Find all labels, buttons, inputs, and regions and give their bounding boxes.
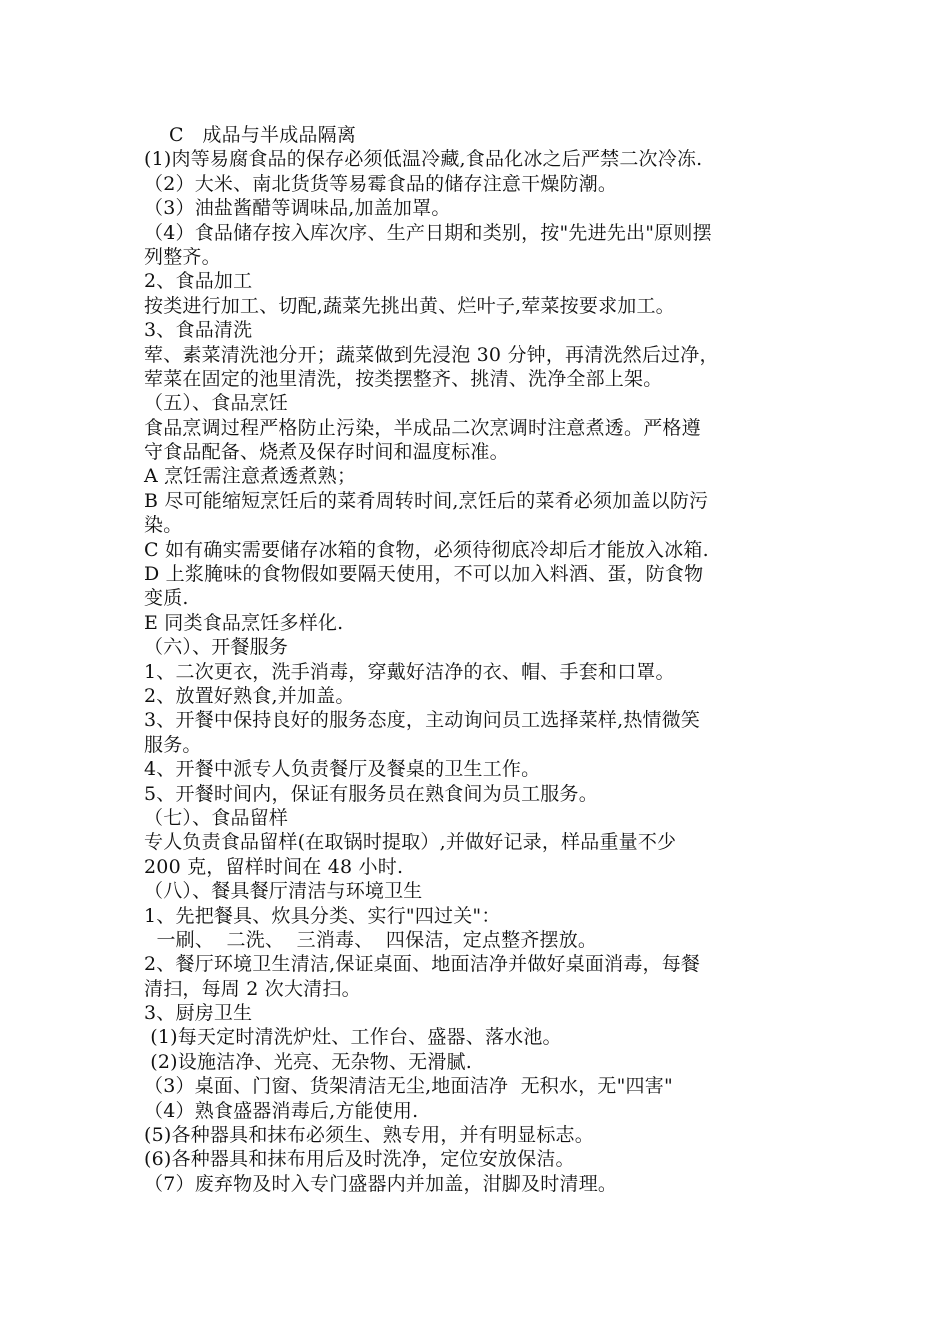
text-line: 4、开餐中派专人负责餐厅及餐桌的卫生工作。: [144, 758, 541, 781]
text-line: 食品烹调过程严格防止污染，半成品二次烹调时注意煮透。严格遵: [144, 416, 701, 439]
text-line: E 同类食品烹饪多样化.: [144, 611, 344, 634]
text-line: （六）、开餐服务: [144, 636, 289, 659]
text-line: 守食品配备、烧煮及保存时间和温度标准。: [144, 441, 509, 464]
text-line: （七）、食品留样: [144, 806, 289, 829]
text-line: 清扫，每周 2 次大清扫。: [144, 977, 361, 1000]
text-line: (1)肉等易腐食品的保存必须低温冷藏,食品化冰之后严禁二次冷冻.: [144, 148, 703, 171]
text-line: （4）食品储存按入库次序、生产日期和类别，按"先进先出"原则摆: [144, 221, 712, 244]
text-line: (5)各种器具和抹布必须生、熟专用，并有明显标志。: [144, 1124, 594, 1147]
text-line: 2、食品加工: [144, 270, 253, 293]
text-line: （八）、餐具餐厅清洁与环境卫生: [144, 880, 423, 903]
text-line: 1、先把餐具、炊具分类、实行"四过关"：: [144, 904, 501, 927]
text-line: 1、二次更衣，洗手消毒，穿戴好洁净的衣、帽、手套和口罩。: [144, 660, 675, 683]
text-line: 按类进行加工、切配,蔬菜先挑出黄、烂叶子,荤菜按要求加工。: [144, 294, 675, 317]
text-line: 染。: [144, 514, 183, 537]
text-line: C 成品与半成品隔离: [144, 124, 357, 146]
text-line: 变质.: [144, 587, 189, 610]
text-line: （五）、食品烹饪: [144, 392, 289, 415]
text-line: （7）废弃物及时入专门盛器内并加盖，泔脚及时清理。: [144, 1172, 618, 1195]
text-line: (1)每天定时清洗炉灶、工作台、盛器、落水池。: [144, 1026, 562, 1049]
text-line: 2、餐厅环境卫生清洁,保证桌面、地面洁净并做好桌面消毒，每餐: [144, 953, 701, 976]
text-line: （4）熟食盛器消毒后,方能使用.: [144, 1099, 419, 1122]
text-line: 200 克，留样时间在 48 小时.: [144, 855, 404, 878]
text-line: 服务。: [144, 733, 202, 756]
text-line: 荤、素菜清洗池分开；蔬菜做到先浸泡 30 分钟，再清洗然后过净，: [144, 343, 719, 366]
text-line: 3、食品清洗: [144, 319, 253, 342]
text-line: 3、开餐中保持良好的服务态度，主动询问员工选择菜样,热情微笑: [144, 709, 701, 732]
text-line: 一刷、 二洗、 三消毒、 四保洁，定点整齐摆放。: [144, 928, 598, 951]
text-line: (6)各种器具和抹布用后及时洗净，定位安放保洁。: [144, 1148, 575, 1171]
text-line: A 烹饪需注意煮透煮熟；: [144, 465, 357, 488]
text-line: 5、开餐时间内，保证有服务员在熟食间为员工服务。: [144, 782, 598, 805]
text-line: C 如有确实需要储存冰箱的食物，必须待彻底冷却后才能放入冰箱.: [144, 538, 709, 561]
document-body: [144, 123, 814, 1196]
text-line: 列整齐。: [144, 245, 221, 268]
text-line: 专人负责食品留样(在取锅时提取）,并做好记录，样品重量不少: [144, 831, 677, 854]
text-line: 2、放置好熟食,并加盖。: [144, 684, 355, 707]
text-line: D 上浆腌味的食物假如要隔天使用，不可以加入料酒、蛋，防食物: [144, 563, 704, 586]
text-line: 3、厨房卫生: [144, 1002, 253, 1025]
text-line: （3）油盐酱醋等调味品,加盖加罩。: [144, 197, 451, 220]
text-line: （3）桌面、门窗、货架清洁无尘,地面洁净 无积水，无"四害": [144, 1075, 673, 1098]
text-line: 荤菜在固定的池里清洗，按类摆整齐、挑清、洗净全部上架。: [144, 367, 663, 390]
text-line: （2）大米、南北货货等易霉食品的储存注意干燥防潮。: [144, 172, 618, 195]
text-line: (2)设施洁净、光亮、无杂物、无滑腻.: [144, 1050, 472, 1073]
text-line: B 尽可能缩短烹饪后的菜肴周转时间,烹饪后的菜肴必须加盖以防污: [144, 489, 709, 512]
